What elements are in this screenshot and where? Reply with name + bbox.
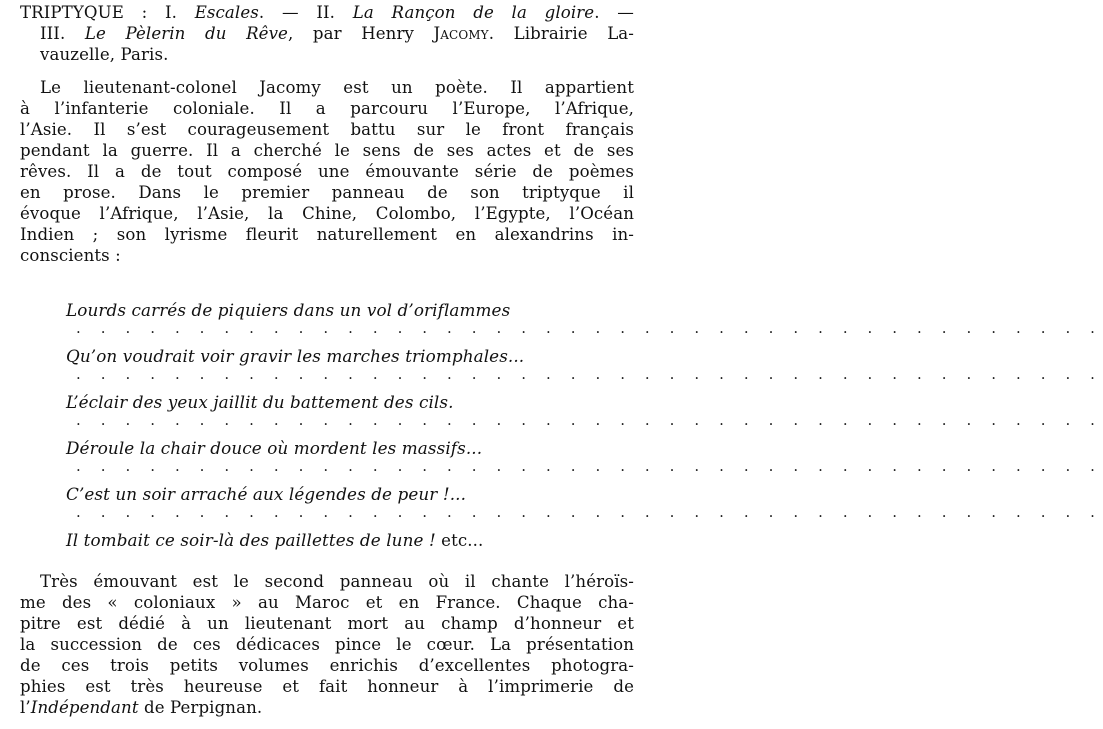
newspaper-title: Indépendant <box>30 698 139 717</box>
book-title-pelerin: Le Pèlerin du Rêve <box>84 24 288 43</box>
paragraph-line: l’Asie. Il s’est courageusement battu sur le front français <box>20 120 634 139</box>
verse-line: C’est un soir arraché aux légendes de peur !... <box>66 484 467 504</box>
ellipsis-row: . . . . . . . . . . . . . . . . . . . . . . . . . . . . . . . . . . . . . . . . . . <box>76 365 1103 383</box>
heading-text: . Librairie La- <box>488 24 635 43</box>
verse-line: Qu’on voudrait voir gravir les marches triomphales... <box>66 346 525 366</box>
ellipsis-row: . . . . . . . . . . . . . . . . . . . . . . . . . . . . . . . . . . . . . . . . . . <box>76 503 1103 521</box>
paragraph-line: évoque l’Afrique, l’Asie, la Chine, Colombo, l’Egypte, l’Océan <box>20 204 634 223</box>
verse-line: Lourds carrés de piquiers dans un vol d’oriflammes <box>66 300 511 320</box>
ellipsis-row: . . . . . . . . . . . . . . . . . . . . . . . . . . . . . . . . . . . . . . . . . . <box>76 319 1103 337</box>
verse-etc: etc... <box>435 531 484 550</box>
paragraph-line: Le lieutenant-colonel Jacomy est un poète. Il appartient <box>40 78 634 97</box>
book-title-rancon: La Rançon de la gloire <box>352 3 595 22</box>
heading-text: TRIPTYQUE : I. <box>20 3 195 22</box>
paragraph-line: conscients : <box>20 246 121 265</box>
book-title-escales: Escales <box>194 3 259 22</box>
heading-line-1 <box>20 3 634 23</box>
heading-text: , par Henry <box>287 24 434 43</box>
paragraph-line: rêves. Il a de tout composé une émouvante série de poèmes <box>20 162 634 181</box>
paragraph-line: phies est très heureuse et fait honneur à l’imprimerie de <box>20 677 634 696</box>
heading-line-3: vauzelle, Paris. <box>40 45 169 64</box>
paragraph-line: à l’infanterie coloniale. Il a parcouru l’Europe, l’Afrique, <box>20 99 634 118</box>
paragraph-line: pendant la guerre. Il a cherché le sens de ses actes et de ses <box>20 141 634 160</box>
verse-line: Déroule la chair douce où mordent les massifs... <box>66 438 483 458</box>
paragraph-line-last <box>20 698 262 718</box>
heading-text: . — II. <box>258 3 353 22</box>
paragraph-line: pitre est dédié à un lieutenant mort au champ d’honneur et <box>20 614 634 633</box>
paragraph-line: en prose. Dans le premier panneau de son triptyque il <box>20 183 634 202</box>
paragraph-line: me des « coloniaux » au Maroc et en France. Chaque cha- <box>20 593 634 612</box>
paragraph-line: Indien ; son lyrisme fleurit naturellement en alexandrins in- <box>20 225 634 244</box>
paragraph-text: l’ <box>20 698 31 717</box>
verse-line: L’éclair des yeux jaillit du battement des cils. <box>66 392 454 412</box>
paragraph-line: Très émouvant est le second panneau où il chante l’héroïs- <box>40 572 634 591</box>
heading-line-2 <box>40 24 634 44</box>
paragraph-text: de Perpignan. <box>138 698 263 717</box>
ellipsis-row: . . . . . . . . . . . . . . . . . . . . . . . . . . . . . . . . . . . . . . . . . . <box>76 457 1103 475</box>
ellipsis-row: . . . . . . . . . . . . . . . . . . . . . . . . . . . . . . . . . . . . . . . . . . <box>76 411 1103 429</box>
paragraph-line: la succession de ces dédicaces pince le cœur. La présentation <box>20 635 634 654</box>
verse-line-last <box>66 530 483 551</box>
verse-text: Il tombait ce soir-là des paillettes de lune ! <box>66 530 436 550</box>
heading-text: . — <box>594 3 634 22</box>
paragraph-line: de ces trois petits volumes enrichis d’excellentes photogra- <box>20 656 634 675</box>
heading-text: III. <box>40 24 85 43</box>
author-name: Jacomy <box>433 24 489 43</box>
